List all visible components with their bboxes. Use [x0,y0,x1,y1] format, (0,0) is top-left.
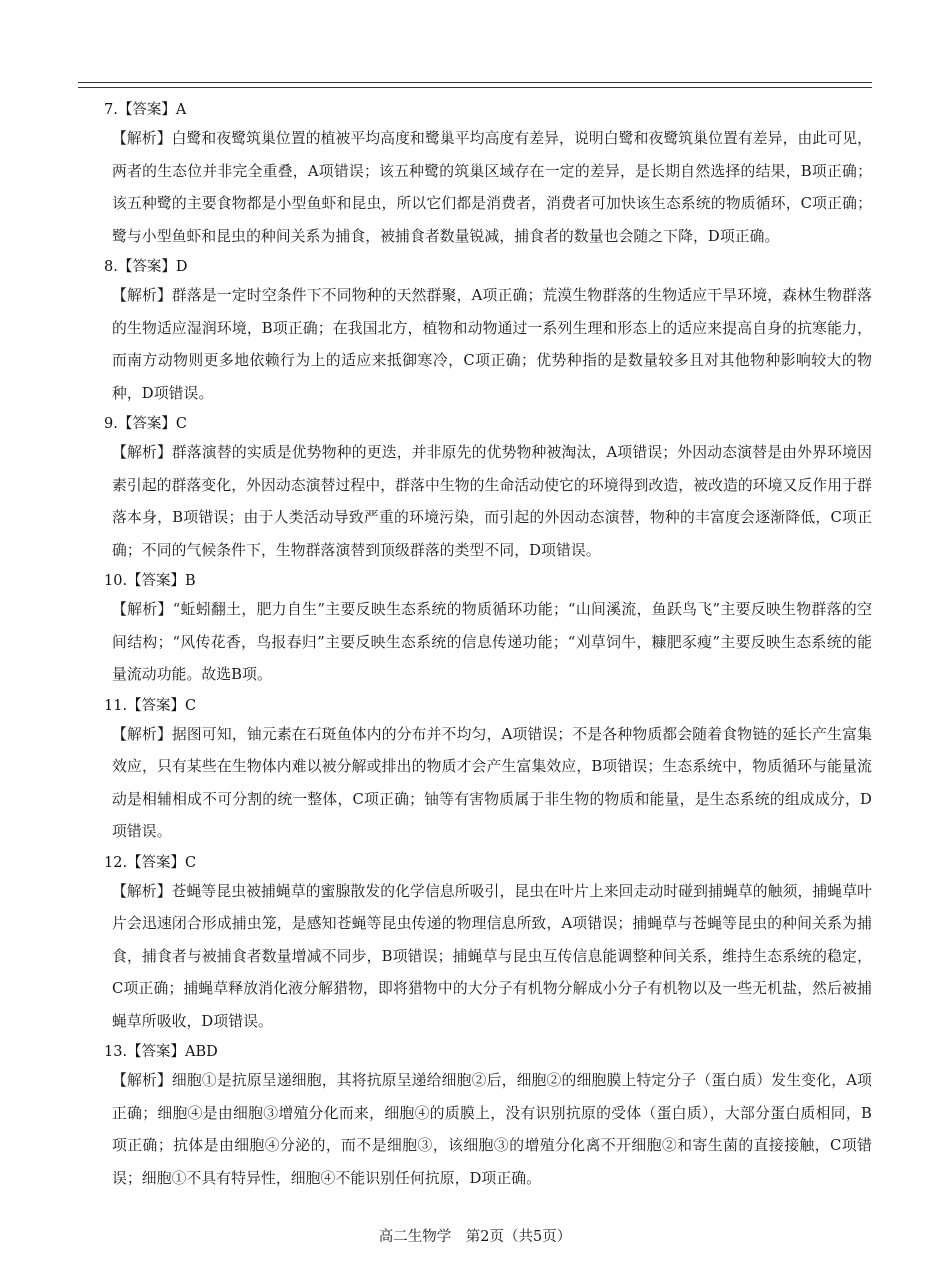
question-11 [78,696,872,849]
answer-label: 7.【答案】A [104,102,187,118]
question-8 [78,257,872,410]
question-10 [78,571,872,692]
page-footer: 高二生物学 第2页（共5页） [378,1229,572,1245]
analysis-text: 【解析】苍蝇等昆虫被捕蝇草的蜜腺散发的化学信息所吸引，昆虫在叶片上来回走动时碰到捕蝇草的触须，捕蝇草叶片会迅速闭合形成捕虫笼，是感知苍蝇等昆虫传递的物理信息所致，A项错误；捕蝇草与苍蝇等昆虫的种间关系为捕食，捕食者与被捕食者数量增减不同步，B项错误；捕蝇草与昆虫互传信息能调整种间关系，维持生态系统的稳定，C项正确；捕蝇草释放消化液分解猎物，即将猎物中的大分子有机物分解成小分子有机物以及一些无机盐，然后被捕蝇草所吸收，D项错误。 [112,882,872,1030]
answer-label: 8.【答案】D [104,259,188,275]
answer-label: 10.【答案】B [104,573,196,589]
question-9 [78,414,872,567]
question-12 [78,853,872,1039]
question-7 [78,100,872,253]
analysis-text: 【解析】“蚯蚓翻土，肥力自生”主要反映生态系统的物质循环功能；“山间溪流，鱼跃鸟飞”主要反映生物群落的空间结构；“风传花香，鸟报春归”主要反映生态系统的信息传递功能；“刈草饲牛，糠肥豕瘦”主要反映生态系统的能量流动功能。故选B项。 [112,601,872,683]
analysis-text: 【解析】群落是一定时空条件下不同物种的天然群聚，A项正确；荒漠生物群落的生物适应干旱环境，森林生物群落的生物适应湿润环境，B项正确；在我国北方，植物和动物通过一系列生理和形态上的适应来提高自身的抗寒能力，而南方动物则更多地依赖行为上的适应来抵御寒冷，C项正确；优势种指的是数量较多且对其他物种影响较大的物种，D项错误。 [112,287,872,402]
answer-key-content [78,100,872,1199]
analysis-text: 【解析】据图可知，铀元素在石斑鱼体内的分布并不均匀，A项错误；不是各种物质都会随着食物链的延长产生富集效应，只有某些在生物体内难以被分解或排出的物质才会产生富集效应，B项错误；生态系统中，物质循环与能量流动是相辅相成不可分割的统一整体，C项正确；铀等有害物质属于非生物的物质和能量，是生态系统的组成成分，D项错误。 [112,725,872,840]
analysis-text: 【解析】细胞①是抗原呈递细胞，其将抗原呈递给细胞②后，细胞②的细胞膜上特定分子（蛋白质）发生变化，A项正确；细胞④是由细胞③增殖分化而来，细胞④的质膜上，没有识别抗原的受体（蛋白质），大部分蛋白质相同，B项正确；抗体是由细胞④分泌的，而不是细胞③，该细胞③的增殖分化离不开细胞②和寄生菌的直接接触，C项错误；细胞①不具有特异性，细胞④不能识别任何抗原，D项正确。 [112,1072,872,1187]
answer-label: 13.【答案】ABD [104,1044,218,1060]
header-double-rule [78,82,872,88]
answer-label: 11.【答案】C [104,697,197,714]
answer-label: 9.【答案】C [104,416,187,432]
analysis-text: 【解析】白鹭和夜鹭筑巢位置的植被平均高度和鹭巢平均高度有差异，说明白鹭和夜鹭筑巢位置有差异，由此可见，两者的生态位并非完全重叠，A项错误；该五种鹭的筑巢区域存在一定的差异，是长期自然选择的结果，B项正确；该五种鹭的主要食物都是小型鱼虾和昆虫，所以它们都是消费者，消费者可加快该生态系统的物质循环，C项正确；鹭与小型鱼虾和昆虫的种间关系为捕食，被捕食者数量锐减，捕食者的数量也会随之下降，D项正确。 [112,130,872,245]
question-13 [78,1042,872,1195]
answer-label: 12.【答案】C [104,854,197,871]
analysis-text: 【解析】群落演替的实质是优势物种的更迭，并非原先的优势物种被淘汰，A项错误；外因动态演替是由外界环境因素引起的群落变化，外因动态演替过程中，群落中生物的生命活动使它的环境得到改造，被改造的环境又反作用于群落本身，B项错误；由于人类活动导致严重的环境污染，而引起的外因动态演替，物种的丰富度会逐渐降低，C项正确；不同的气候条件下，生物群落演替到顶级群落的类型不同，D项错误。 [112,444,872,559]
